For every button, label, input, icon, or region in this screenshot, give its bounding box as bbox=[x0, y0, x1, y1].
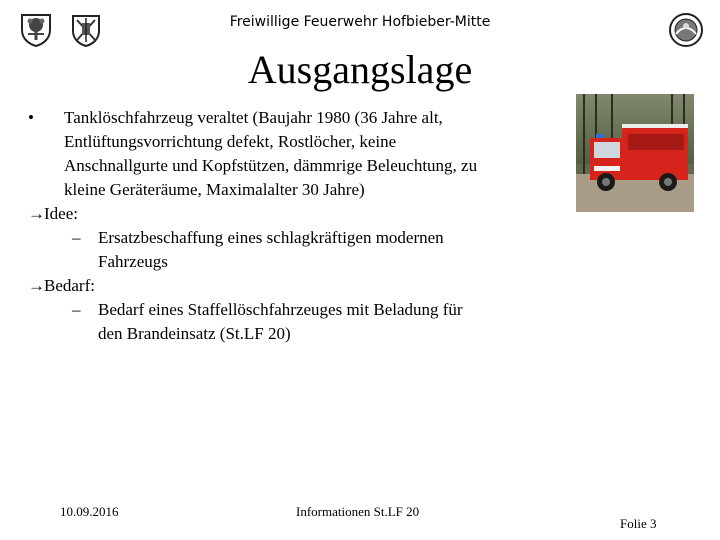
bullet-mark: • bbox=[28, 108, 34, 127]
organization-header: Freiwillige Feuerwehr Hofbieber-Mitte bbox=[229, 14, 491, 30]
sub-item-need bbox=[28, 298, 568, 346]
sub-item-idea bbox=[28, 226, 568, 274]
fire-brigade-emblem-icon bbox=[68, 12, 104, 48]
bullet-line: kleine Geräteräume, Maximalalter 30 Jahre) bbox=[64, 180, 365, 199]
coat-of-arms-icon bbox=[18, 12, 54, 48]
sub-line: Ersatzbeschaffung eines schlagkräftigen modernen bbox=[98, 228, 444, 247]
slide-number: Folie 3 bbox=[620, 516, 657, 531]
slide-title: Ausgangslage bbox=[247, 47, 473, 92]
bullet-line: Tanklöschfahrzeug veraltet (Baujahr 1980 (36 Jahre alt, bbox=[64, 108, 443, 127]
dash-mark: – bbox=[72, 228, 81, 247]
footer-date: 10.09.2016 bbox=[60, 504, 119, 519]
sub-line: Bedarf eines Staffellöschfahrzeuges mit Beladung für bbox=[98, 300, 463, 319]
round-emblem-icon bbox=[668, 12, 704, 48]
bullet-item-status bbox=[28, 106, 568, 202]
slide-body bbox=[28, 106, 568, 346]
fire-truck-photo bbox=[576, 94, 694, 212]
arrow-right-icon: → bbox=[28, 204, 45, 223]
arrow-right-icon: → bbox=[28, 276, 45, 295]
idea-label: Idee: bbox=[44, 204, 78, 223]
footer-title: Informationen St.LF 20 bbox=[296, 504, 420, 519]
sub-line: den Brandeinsatz (St.LF 20) bbox=[98, 324, 291, 343]
arrow-item-idea bbox=[28, 202, 568, 226]
bullet-line: Anschnallgurte und Kopfstützen, dämmrige Beleuchtung, zu bbox=[64, 156, 478, 175]
bullet-line: Entlüftungsvorrichtung defekt, Rostlöcher, keine bbox=[64, 132, 397, 151]
sub-line: Fahrzeugs bbox=[98, 252, 168, 271]
arrow-item-need bbox=[28, 274, 568, 298]
need-label: Bedarf: bbox=[44, 276, 95, 295]
dash-mark: – bbox=[72, 300, 81, 319]
